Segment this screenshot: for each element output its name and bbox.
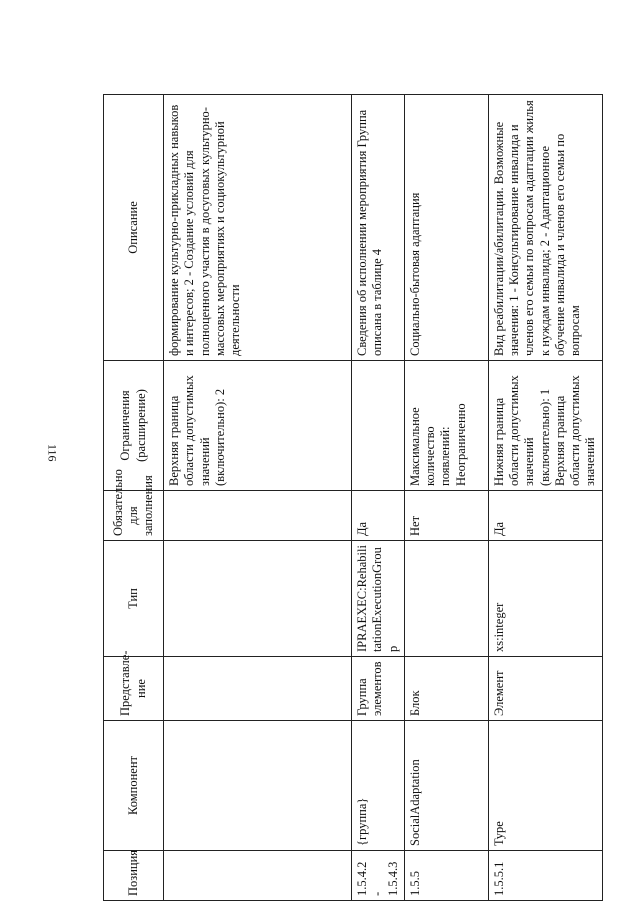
cell-constraints [352,361,405,491]
table-header-row [104,95,164,901]
cell-representation: Элемент [488,657,602,721]
table-row [404,95,488,901]
header-description: Описание [104,95,164,361]
page-number: 116 [45,444,60,462]
cell-representation: Блок [404,657,488,721]
cell-representation [164,657,352,721]
header-required: Обязательно для заполнения [104,491,164,541]
cell-type [404,541,488,657]
cell-description: Вид реабилитации/абилитации. Возможные значения: 1 - Консультирование инвалида и членов его семьи по вопросам адаптации жилья к нуждам инвалида; 2 - Адаптационное обучение инвалида и членов его семьи по вопросам [488,95,602,361]
cell-type: IPRAEXEC:RehabilitationExecutionGroup [352,541,405,657]
cell-required: Да [488,491,602,541]
cell-description: Сведения об исполнении мероприятия Группа описана в таблице 4 [352,95,405,361]
cell-description: Социально-бытовая адаптация [404,95,488,361]
table-row [352,95,405,901]
cell-position: 1.5.5.1 [488,851,602,901]
cell-component: {группа} [352,721,405,851]
table-row [164,95,352,901]
header-component: Компонент [104,721,164,851]
spec-table [103,94,603,901]
cell-constraints: Нижняя граница области допустимых значений (включительно): 1 Верхняя граница области допустимых значений [488,361,602,491]
cell-position: 1.5.5 [404,851,488,901]
cell-component: SocialAdaptation [404,721,488,851]
table-row [488,95,602,901]
cell-type [164,541,352,657]
cell-representation: Группа элементов [352,657,405,721]
cell-position [164,851,352,901]
cell-position: 1.5.4.2 - 1.5.4.3 [352,851,405,901]
cell-required: Нет [404,491,488,541]
cell-component [164,721,352,851]
cell-type: xs:integer [488,541,602,657]
cell-description: формирование культурно-прикладных навыков и интересов; 2 - Создание условий для полноценного участия в досуговых культурно-массовых мероприятиях и социокультурной деятельности [164,95,352,361]
cell-constraints: Максимальное количество появлений: Неограниченно [404,361,488,491]
cell-component: Type [488,721,602,851]
header-constraints: Ограничения (расширение) [104,361,164,491]
cell-required: Да [352,491,405,541]
header-representation: Представле-ние [104,657,164,721]
cell-required [164,491,352,541]
header-position: Позиция [104,851,164,901]
cell-constraints: Верхняя граница области допустимых значений (включительно): 2 [164,361,352,491]
header-type: Тип [104,541,164,657]
